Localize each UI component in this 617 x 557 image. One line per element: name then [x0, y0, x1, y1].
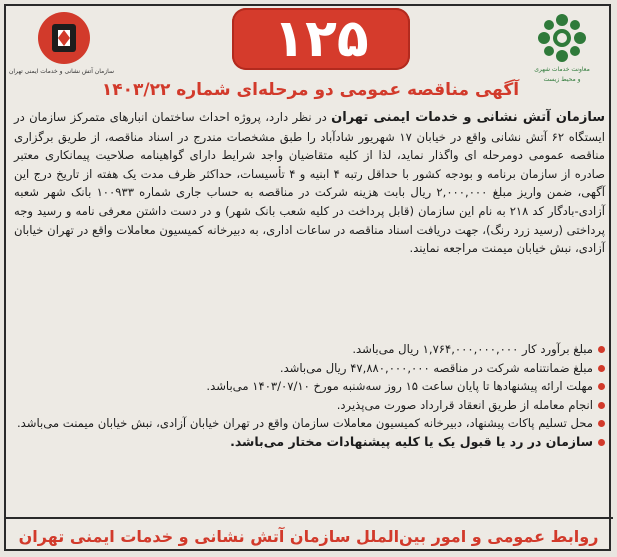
ad-number-badge — [232, 8, 410, 70]
list-item: مبلغ ضمانتنامه شرکت در مناقصه ۴۷,۸۸۰,۰۰۰,۰۰۰ ریال می‌باشد. — [14, 359, 605, 378]
list-item: محل تسلیم پاکات پیشنهاد، دبیرخانه کمیسیون معاملات سازمان واقع در تهران خیابان آزادی، نبش خیابان میمنت می‌باشد. — [14, 414, 605, 433]
municipality-logo — [519, 12, 605, 92]
fire-department-logo — [8, 10, 114, 86]
ad-number: ۱۲۵ — [273, 9, 369, 69]
tender-headline: آگهی مناقصه عمومی دو مرحله‌ای شماره ۱۴۰۳/۲۲ — [101, 80, 520, 100]
fire-department-caption: سازمان آتش نشانی و خدمات ایمنی تهران — [8, 68, 114, 75]
municipality-emblem-icon — [536, 12, 588, 64]
tender-conditions-list — [14, 340, 605, 451]
list-item: سازمان در رد یا قبول یک یا کلیه پیشنهادات مختار می‌باشد. — [14, 433, 605, 452]
tender-description: در نظر دارد، پروژه احداث ساختمان انبارهای متمرکز سازمان در ایستگاه ۶۲ آتش نشانی واقع در خیابان ۱۷ شهریور شادآباد را طبق مشخصات مندرج در اسناد مناقصه، از طریق برگزاری مناقصه عمومی دومرحله ای واگذار نماید، لذا از کلیه متقاضیان واجد شرایط دارای گواهینامه صلاحیت پیمانکاری معتبر صادره از سازمان برنامه و بودجه کشور با حداقل رتبه ۴ ابنیه و ۴ تأسیسات، حداکثر ظرف مدت یک هفته از تاریخ درج این آگهی، ضمن واریز مبلغ ۲,۰۰۰,۰۰۰ ریال بابت هزینه شرکت در مناقصه به حساب جاری شماره ۱۰۰۹۳۳ بانک شهر شعبه آزادی-بادگار کد ۲۱۸ به نام این سازمان (قابل پرداخت در کلیه شعب بانک شهر) و در دست داشتن معرفی نامه و رسید وجه پرداختی (رسید زرد رنگ)، جهت دریافت اسناد مناقصه در ساعات اداری، به دبیرخانه کمیسیون معاملات واقع در تهران خیابان آزادی، نبش خیابان میمنت مراجعه نمایند. — [14, 110, 606, 256]
municipality-caption-1: معاونت خدمات شهری — [534, 66, 590, 73]
fire-emblem-icon — [36, 10, 92, 66]
list-item: مهلت ارائه پیشنهادها تا پایان ساعت ۱۵ روز سه‌شنبه مورخ ۱۴۰۳/۰۷/۱۰ می‌باشد. — [14, 377, 605, 396]
organization-name: سازمان آتش نشانی و خدمات ایمنی تهران — [331, 110, 605, 125]
municipality-caption-2: و محیط زیست — [543, 76, 581, 83]
list-item: مبلغ برآورد کار ۱,۷۶۴,۰۰۰,۰۰۰,۰۰۰ ریال می‌باشد. — [14, 340, 605, 359]
tender-body — [14, 108, 605, 258]
footer-signature: روابط عمومی و امور بین‌الملل سازمان آتش نشانی و خدمات ایمنی تهران — [4, 517, 613, 553]
list-item: انجام معامله از طریق انعقاد قرارداد صورت می‌پذیرد. — [14, 396, 605, 415]
